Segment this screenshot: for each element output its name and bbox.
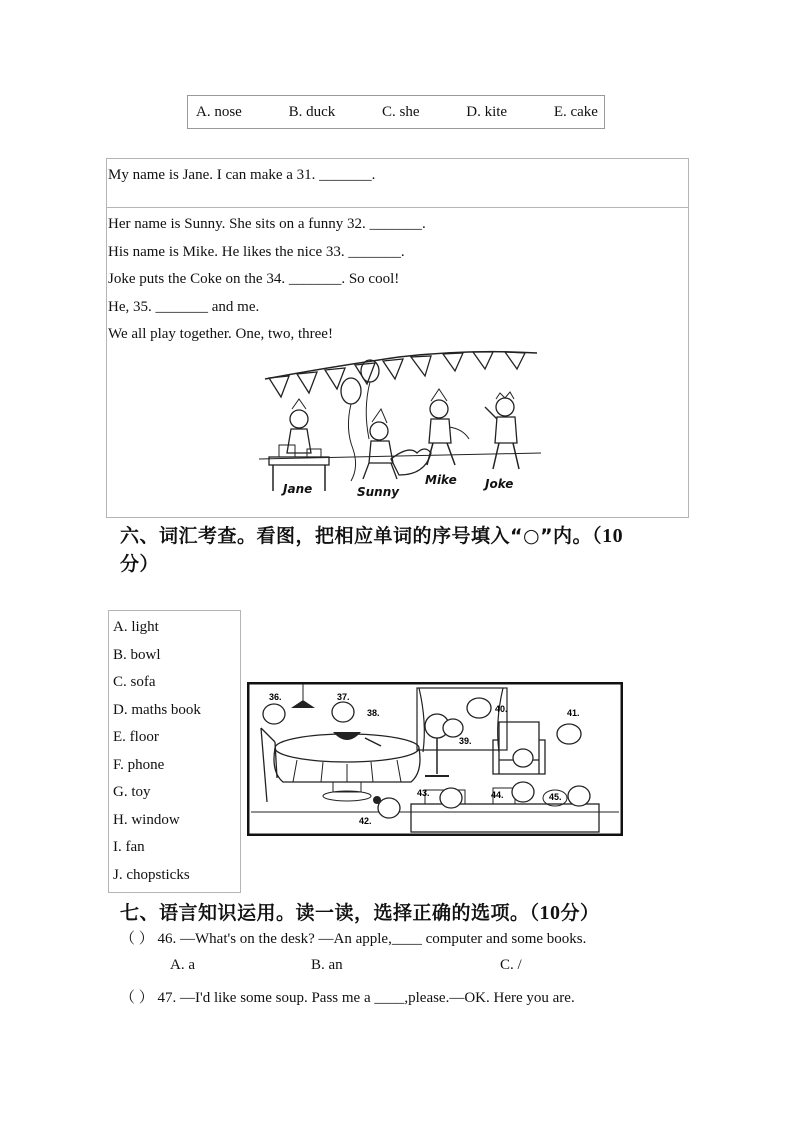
story-line-31: My name is Jane. I can make a 31. _______.: [108, 167, 376, 183]
picture-number: 43.: [417, 788, 430, 798]
name-label-sunny: Sunny: [357, 485, 400, 499]
section-7-heading: 七、语言知识运用。读一读，选择正确的选项。（10分）: [120, 902, 600, 924]
story-line-closing: We all play together. One, two, three!: [108, 326, 333, 342]
vocab-option: D. maths book: [113, 702, 201, 718]
word-option: A. nose: [196, 103, 242, 120]
picture-number: 40.: [495, 704, 508, 714]
word-option: C. she: [382, 103, 420, 120]
word-bank: [187, 95, 605, 129]
picture-number: 42.: [359, 816, 372, 826]
section-6-heading: 六、词汇考查。看图，把相应单词的序号填入“○”内。（10 分）: [120, 525, 624, 575]
vocab-option: G. toy: [113, 784, 151, 800]
vocabulary-options: [108, 610, 241, 893]
picture-number: 44.: [491, 790, 504, 800]
choice-b[interactable]: B. an: [311, 957, 343, 973]
picture-number: 45.: [549, 792, 562, 802]
story-box: [106, 158, 689, 518]
question-text: 47. —I'd like some soup. Pass me a ____,please.—OK. Here you are.: [157, 990, 575, 1006]
answer-bracket[interactable]: （ ）: [120, 931, 154, 947]
vocab-option: B. bowl: [113, 647, 161, 663]
vocab-option: E. floor: [113, 729, 159, 745]
choice-a[interactable]: A. a: [170, 957, 195, 973]
picture-number: 39.: [459, 736, 472, 746]
vocab-option: F. phone: [113, 757, 165, 773]
vocab-option: H. window: [113, 812, 180, 828]
word-option: B. duck: [288, 103, 336, 120]
room-picture: [247, 682, 623, 836]
word-option: E. cake: [553, 103, 598, 120]
vocab-option: I. fan: [113, 839, 145, 855]
answer-bracket[interactable]: （ ）: [120, 990, 154, 1006]
vocab-option: A. light: [113, 619, 159, 635]
question-text: 46. —What's on the desk? —An apple,____ computer and some books.: [157, 931, 587, 947]
story-line-34: Joke puts the Coke on the 34. _______. So cool!: [108, 271, 400, 287]
name-label-mike: Mike: [425, 473, 457, 487]
picture-number: 41.: [567, 708, 580, 718]
picture-number: 37.: [337, 692, 350, 702]
name-label-joke: Joke: [485, 477, 514, 491]
story-line-33: His name is Mike. He likes the nice 33. _______.: [108, 244, 405, 260]
picture-number: 36.: [269, 692, 282, 702]
choice-c[interactable]: C. /: [500, 957, 522, 973]
story-line-32: Her name is Sunny. She sits on a funny 32. _______.: [108, 216, 426, 232]
name-label-jane: Jane: [283, 482, 313, 496]
question-46: [120, 927, 586, 948]
word-option: D. kite: [466, 103, 508, 120]
story-line-35: He, 35. _______ and me.: [108, 299, 260, 315]
vocab-option: C. sofa: [113, 674, 156, 690]
question-47: [120, 986, 575, 1007]
picture-number: 38.: [367, 708, 380, 718]
vocab-option: J. chopsticks: [113, 867, 190, 883]
